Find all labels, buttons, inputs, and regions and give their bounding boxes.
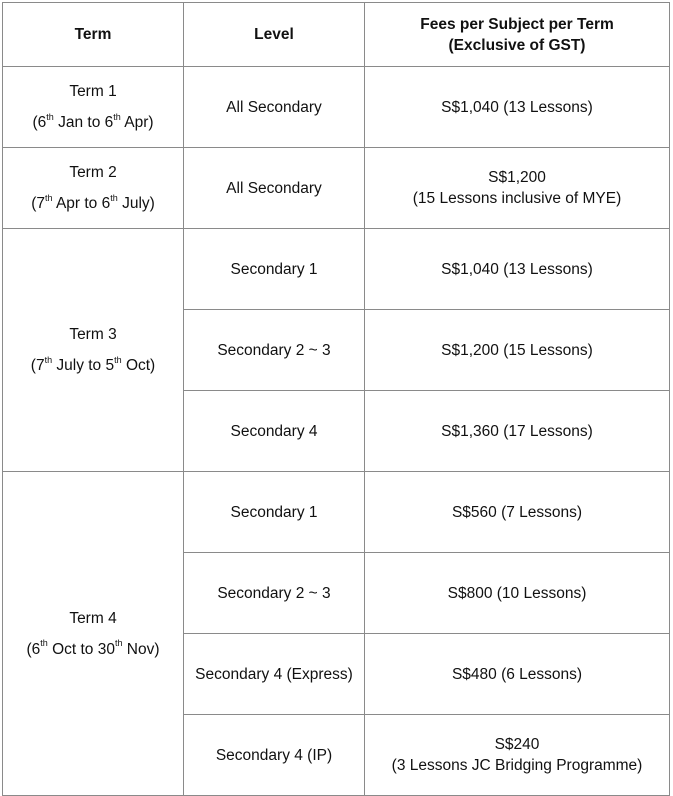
term-date-range <box>9 193 177 214</box>
term-cell <box>3 67 184 148</box>
fee-amount: S$560 (7 Lessons) <box>451 503 583 521</box>
term-name: Term 4 <box>69 609 117 627</box>
range-day-end: 5 <box>105 357 115 374</box>
fee-amount: S$1,040 (13 Lessons) <box>441 98 593 116</box>
level-cell: Secondary 1 <box>184 472 365 553</box>
range-suffix-end: th <box>110 192 118 203</box>
range-suffix-end: th <box>113 111 121 122</box>
range-suffix-start: th <box>44 354 53 365</box>
header-level: Level <box>184 3 365 67</box>
range-suffix-end: th <box>114 638 123 649</box>
term-cell <box>3 229 184 472</box>
range-close: Nov) <box>122 640 160 658</box>
fee-amount: S$480 (6 Lessons) <box>451 665 583 683</box>
fee-cell <box>365 310 670 391</box>
range-open: ( <box>32 114 38 131</box>
level-cell: Secondary 2 ~ 3 <box>184 310 365 391</box>
fee-cell <box>365 634 670 715</box>
fee-amount: S$1,200 <box>488 169 546 186</box>
range-day-start: 7 <box>36 195 45 212</box>
range-middle: July to <box>52 357 106 374</box>
term-name: Term 1 <box>69 83 117 100</box>
fee-amount: S$1,360 (17 Lessons) <box>441 422 593 440</box>
range-suffix-start: th <box>46 111 54 122</box>
term-name: Term 3 <box>69 326 117 343</box>
range-suffix-start: th <box>44 192 53 203</box>
term-date-range <box>9 639 177 660</box>
term-name: Term 2 <box>69 164 117 181</box>
fee-cell <box>365 472 670 553</box>
range-open: ( <box>31 195 37 212</box>
range-suffix-end: th <box>114 354 122 365</box>
header-fees-line1: Fees per Subject per Term <box>420 15 614 33</box>
range-close: July) <box>117 195 155 212</box>
fees-table <box>2 2 670 796</box>
term-cell <box>3 148 184 229</box>
fee-cell <box>365 553 670 634</box>
table-body <box>3 67 670 796</box>
fee-note: (15 Lessons inclusive of MYE) <box>412 190 622 207</box>
range-day-start: 6 <box>37 114 47 131</box>
fee-cell <box>365 715 670 796</box>
range-day-end: 30 <box>97 640 115 658</box>
range-day-start: 6 <box>31 640 41 658</box>
range-day-start: 7 <box>35 357 45 374</box>
fee-amount: S$1,040 (13 Lessons) <box>441 260 593 278</box>
table-row <box>3 67 670 148</box>
fee-cell <box>365 67 670 148</box>
level-cell: Secondary 4 (IP) <box>184 715 365 796</box>
term-date-range <box>9 355 177 376</box>
table-header <box>3 3 670 67</box>
level-cell: Secondary 1 <box>184 229 365 310</box>
range-day-end: 6 <box>104 114 114 131</box>
range-close: Oct) <box>121 357 156 374</box>
level-cell: All Secondary <box>184 148 365 229</box>
header-fees-line2: (Exclusive of GST) <box>448 36 586 54</box>
range-middle: Oct to <box>47 640 98 658</box>
level-cell: Secondary 4 <box>184 391 365 472</box>
range-open: ( <box>30 357 36 374</box>
fee-note: (3 Lessons JC Bridging Programme) <box>391 757 643 774</box>
level-cell: Secondary 2 ~ 3 <box>184 553 365 634</box>
table-row <box>3 472 670 553</box>
range-close: Apr) <box>120 114 154 131</box>
fee-cell <box>365 391 670 472</box>
level-cell: All Secondary <box>184 67 365 148</box>
fee-amount: S$800 (10 Lessons) <box>447 584 587 602</box>
range-suffix-start: th <box>40 638 48 649</box>
fee-cell <box>365 229 670 310</box>
range-open: ( <box>26 640 32 658</box>
range-middle: Jan to <box>53 114 105 131</box>
table-row <box>3 229 670 310</box>
term-date-range <box>9 112 177 133</box>
header-row <box>3 3 670 67</box>
fee-amount: S$240 <box>494 736 540 753</box>
header-term: Term <box>3 3 184 67</box>
fee-cell <box>365 148 670 229</box>
level-cell: Secondary 4 (Express) <box>184 634 365 715</box>
table-row <box>3 148 670 229</box>
term-cell <box>3 472 184 796</box>
range-middle: Apr to <box>52 195 102 212</box>
range-day-end: 6 <box>101 195 111 212</box>
fee-amount: S$1,200 (15 Lessons) <box>441 341 593 359</box>
header-fees <box>365 3 670 67</box>
